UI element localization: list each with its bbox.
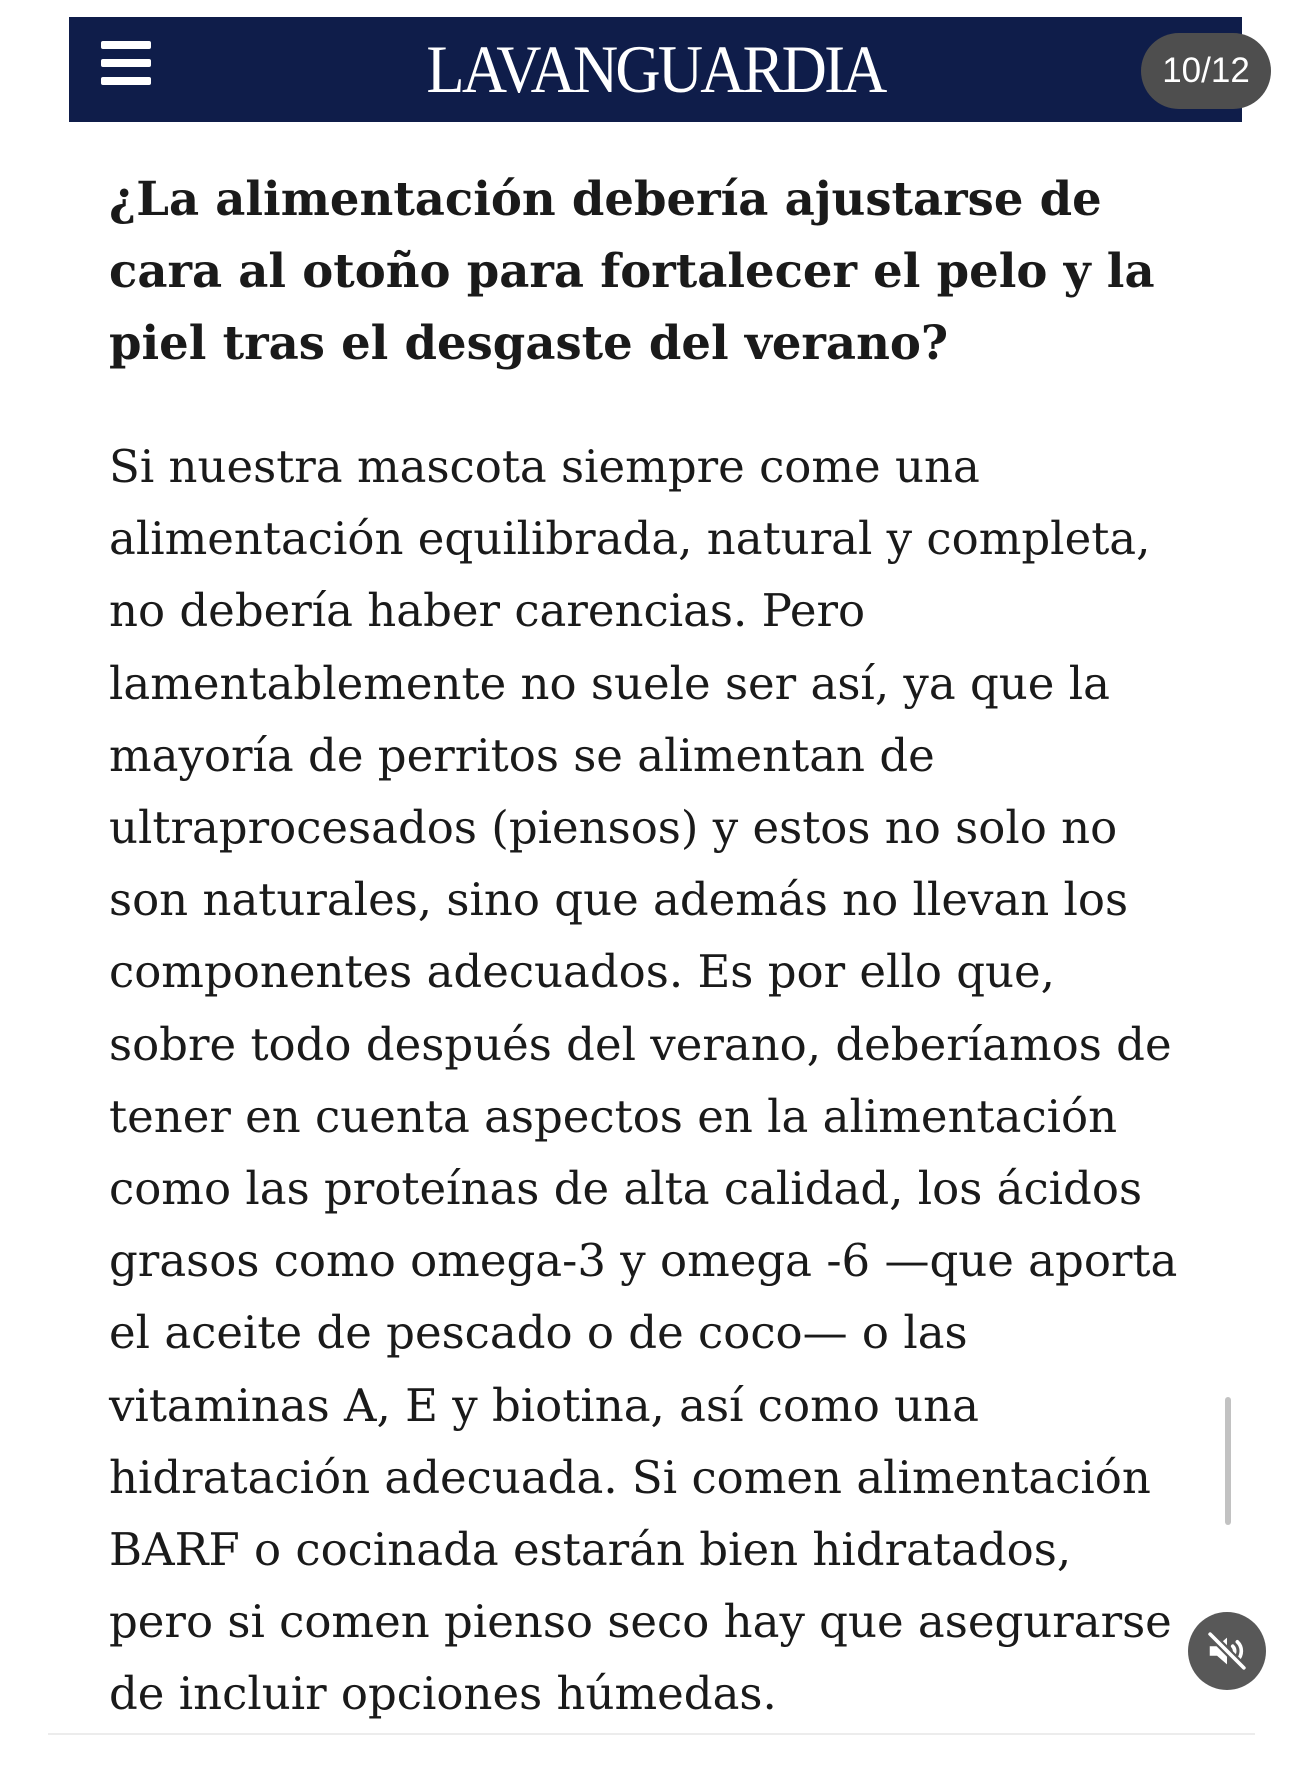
answer-line: Si nuestra mascota siempre come una xyxy=(109,440,980,493)
answer-line: lamentablemente no suele ser así, ya que la xyxy=(109,656,1110,710)
site-logo[interactable]: LAVANGUARDIA xyxy=(426,31,885,107)
slide-counter: 10/12 xyxy=(1141,33,1271,109)
answer-line: de incluir opciones húmedas. xyxy=(109,1667,777,1721)
answer-line: hidratación adecuada. Si comen alimentación xyxy=(109,1450,1151,1504)
divider xyxy=(48,1733,1255,1735)
mute-button[interactable] xyxy=(1188,1612,1266,1690)
answer-line: sobre todo después del verano, deberíamos de xyxy=(109,1017,1172,1071)
answer-line: no debería haber carencias. Pero xyxy=(109,584,866,638)
answer-line: grasos como omega-3 y omega -6 —que aporta xyxy=(109,1234,1178,1288)
answer-line: BARF o cocinada estarán bien hidratados, xyxy=(109,1523,1072,1577)
article-question: ¿La alimentación debería ajustarse de cara al otoño para fortalecer el pelo y la piel tras el desgaste del verano? xyxy=(109,171,1155,370)
header-bar xyxy=(69,17,1242,122)
answer-line: pero si comen pienso seco hay que asegurarse xyxy=(109,1595,1172,1649)
answer-line: el aceite de pescado o de coco— o las xyxy=(109,1306,968,1360)
answer-line: tener en cuenta aspectos en la alimentación xyxy=(109,1089,1118,1143)
answer-line: son naturales, sino que además no llevan los xyxy=(109,873,1129,927)
answer-line: como las proteínas de alta calidad, los ácidos xyxy=(109,1162,1143,1216)
answer-line: mayoría de perritos se alimentan de xyxy=(109,728,935,782)
speaker-muted-icon xyxy=(1204,1628,1250,1674)
article-answer xyxy=(109,431,1229,1731)
answer-line: componentes adecuados. Es por ello que, xyxy=(109,945,1055,999)
scroll-indicator[interactable] xyxy=(1225,1397,1231,1525)
answer-line: alimentación equilibrada, natural y completa, xyxy=(109,512,1151,566)
answer-line: vitaminas A, E y biotina, así como una xyxy=(109,1378,979,1432)
answer-line: ultraprocesados (piensos) y estos no solo no xyxy=(109,801,1118,855)
